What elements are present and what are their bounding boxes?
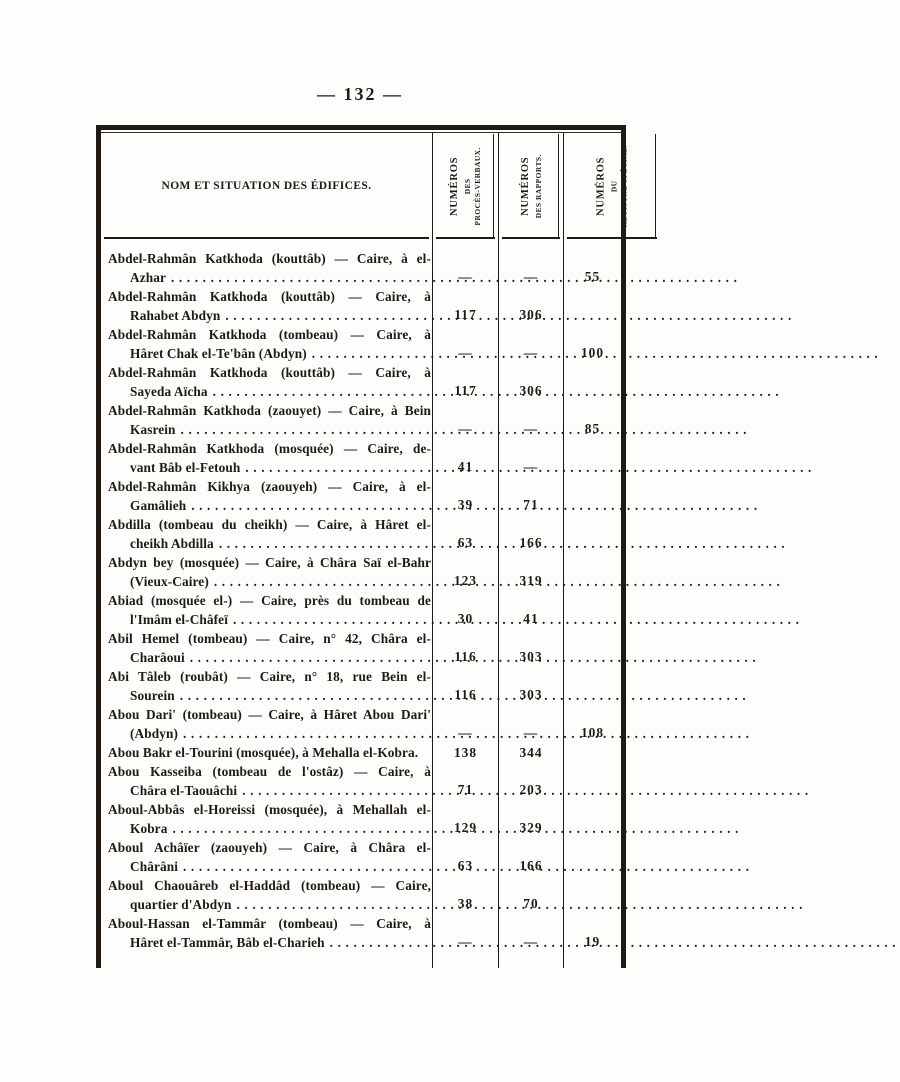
proces-verbaux-value-cell: 30 bbox=[432, 591, 498, 629]
table-header-row bbox=[101, 133, 630, 239]
dot-leader bbox=[330, 933, 430, 952]
edifice-name-line1: Aboul-Abbâs el-Horeissi (mosquée), à Mehallah el- bbox=[108, 802, 431, 817]
dot-leader bbox=[183, 857, 430, 876]
table-row bbox=[101, 439, 621, 477]
table-row bbox=[101, 401, 621, 439]
edifice-name-cell bbox=[101, 249, 432, 287]
edifice-name-line1: Abdel-Rahmân Kikhya (zaouyeh) — Caire, à el- bbox=[108, 479, 431, 494]
edifice-name-line1: Aboul Chaouâreb el-Haddâd (tombeau) — Caire, bbox=[108, 878, 431, 893]
table-filler-row bbox=[101, 952, 621, 968]
edifice-name-line1: Abou Kasseiba (tombeau de l'ostâz) — Caire, à bbox=[108, 764, 431, 779]
edifice-name-line1: Abil Hemel (tombeau) — Caire, n° 42, Châra el- bbox=[108, 631, 431, 646]
registre-special-value-cell: 100 bbox=[563, 325, 621, 363]
proces-verbaux-value-cell: 123 bbox=[432, 553, 498, 591]
registre-special-column-header-label: NUMÉROS DU REGISTRE SPÉCIAL. bbox=[595, 144, 630, 228]
edifice-name-continuation: Kasrein bbox=[130, 422, 176, 437]
rapports-value-cell: 203 bbox=[498, 762, 563, 800]
edifice-name-cell bbox=[101, 705, 432, 743]
page-number: — 132 — bbox=[317, 84, 403, 104]
edifice-name-line2 bbox=[108, 420, 431, 439]
edifice-name-line1: Abdyn bey (mosquée) — Caire, à Châra Saï el-Bahr bbox=[108, 555, 431, 570]
table-row bbox=[101, 800, 621, 838]
rapports-value-cell: 166 bbox=[498, 838, 563, 876]
edifice-name-line2 bbox=[108, 686, 431, 705]
edifice-name-line1: Aboul-Hassan el-Tammâr (tombeau) — Caire, à bbox=[108, 916, 431, 931]
edifice-name-continuation: Kobra bbox=[130, 821, 168, 836]
dot-leader bbox=[214, 572, 430, 591]
registre-special-value-cell bbox=[563, 553, 621, 591]
edifice-name-line1: Abdel-Rahmân Katkhoda (kouttâb) — Caire, à el- bbox=[108, 251, 431, 266]
rapports-value-cell: — bbox=[498, 705, 563, 743]
rapports-value-cell: 166 bbox=[498, 515, 563, 553]
table-row bbox=[101, 325, 621, 363]
proces-verbaux-value-cell: — bbox=[432, 401, 498, 439]
edifice-name-cell bbox=[101, 838, 432, 876]
proces-verbaux-column-header-cell bbox=[432, 133, 498, 239]
proces-verbaux-value-cell: — bbox=[432, 705, 498, 743]
edifices-table bbox=[96, 125, 630, 968]
registre-special-value-cell bbox=[563, 743, 621, 763]
edifice-name-continuation: quartier d'Abdyn bbox=[130, 897, 232, 912]
rapports-value-cell: — bbox=[498, 249, 563, 287]
edifice-name-cell bbox=[101, 325, 432, 363]
edifice-name-line2 bbox=[108, 819, 431, 838]
table-row bbox=[101, 743, 621, 762]
edifice-name-cell bbox=[101, 667, 432, 705]
proces-verbaux-value-cell: 138 bbox=[432, 743, 498, 763]
edifice-name-line2 bbox=[108, 648, 431, 667]
edifice-name-continuation: Châra el-Taouâchi bbox=[130, 783, 238, 798]
table-spacer-row bbox=[101, 239, 621, 249]
table-row bbox=[101, 249, 621, 287]
edifice-name-line2 bbox=[108, 933, 431, 952]
edifice-name-line2 bbox=[108, 382, 431, 401]
dot-leader bbox=[180, 686, 430, 705]
rapports-value-cell: — bbox=[498, 401, 563, 439]
dot-leader bbox=[245, 458, 430, 477]
proces-verbaux-value-cell: 129 bbox=[432, 800, 498, 838]
edifice-name-cell bbox=[101, 477, 432, 515]
proces-verbaux-value-cell: 63 bbox=[432, 515, 498, 553]
edifice-name-cell bbox=[101, 553, 432, 591]
edifice-name-cell bbox=[101, 287, 432, 325]
edifice-name-line2 bbox=[108, 344, 431, 363]
edifice-name-line2 bbox=[108, 496, 431, 515]
registre-special-value-cell bbox=[563, 838, 621, 876]
rapports-value-cell: — bbox=[498, 439, 563, 477]
edifice-name-cell bbox=[101, 591, 432, 629]
registre-special-value-cell bbox=[563, 800, 621, 838]
registre-special-value-cell bbox=[563, 363, 621, 401]
registre-special-value-cell bbox=[563, 515, 621, 553]
dot-leader bbox=[191, 496, 430, 515]
table-row bbox=[101, 553, 621, 591]
dot-leader bbox=[233, 610, 430, 629]
dot-leader bbox=[312, 344, 430, 363]
edifice-name-line1: Abdel-Rahmân Katkhoda (kouttâb) — Caire, à bbox=[108, 365, 431, 380]
rapports-value-cell: 41 bbox=[498, 591, 563, 629]
dot-leader bbox=[171, 268, 430, 287]
dot-leader bbox=[213, 382, 430, 401]
edifice-name-cell bbox=[101, 363, 432, 401]
edifice-name-line1: Abdel-Rahmân Katkhoda (mosquée) — Caire, de- bbox=[108, 441, 431, 456]
table-row bbox=[101, 629, 621, 667]
table-row bbox=[101, 705, 621, 743]
edifice-name-line2 bbox=[108, 610, 431, 629]
dot-leader bbox=[181, 420, 430, 439]
rapports-value-cell: 71 bbox=[498, 477, 563, 515]
edifice-name-line2 bbox=[108, 306, 431, 325]
registre-special-value-cell: 85 bbox=[563, 401, 621, 439]
registre-special-value-cell bbox=[563, 439, 621, 477]
name-column-header-cell bbox=[101, 133, 432, 239]
edifice-name-line1: Abiad (mosquée el-) — Caire, près du tombeau de bbox=[108, 593, 431, 608]
proces-verbaux-value-cell: — bbox=[432, 914, 498, 952]
proces-verbaux-value-cell: 117 bbox=[432, 363, 498, 401]
edifice-name-line2 bbox=[108, 895, 431, 914]
dot-leader bbox=[242, 781, 430, 800]
proces-verbaux-column-header-label: NUMÉROS DES PROCÈS-VERBAUX. bbox=[449, 146, 483, 226]
edifice-name-continuation: Chârâni bbox=[130, 859, 178, 874]
dot-leader bbox=[190, 648, 430, 667]
edifice-name-continuation: Hâret Chak el-Te'bân (Abdyn) bbox=[130, 346, 307, 361]
proces-verbaux-value-cell: 117 bbox=[432, 287, 498, 325]
edifice-name-line1: Abi Tâleb (roubât) — Caire, n° 18, rue Bein el- bbox=[108, 669, 431, 684]
proces-verbaux-value-cell: 38 bbox=[432, 876, 498, 914]
edifice-name-continuation: Gamâlieh bbox=[130, 498, 187, 513]
table-row bbox=[101, 914, 621, 952]
edifice-name-line1: Abdilla (tombeau du cheikh) — Caire, à Hâret el- bbox=[108, 517, 431, 532]
edifice-name-continuation: Hâret el-Tammâr, Bâb el-Charieh bbox=[130, 935, 325, 950]
edifice-name-continuation: l'Imâm el-Châfeï bbox=[130, 612, 228, 627]
rapports-column-header-label: NUMÉROS DES RAPPORTS. bbox=[519, 153, 543, 219]
registre-special-value-cell: 19 bbox=[563, 914, 621, 952]
edifice-name-line1: Abdel-Rahmân Katkhoda (tombeau) — Caire, à bbox=[108, 327, 431, 342]
dot-leader bbox=[172, 819, 430, 838]
edifice-name-continuation: (Vieux-Caire) bbox=[130, 574, 209, 589]
edifice-name-line1: Abou Bakr el-Tourini (mosquée), à Mehalla el-Kobra. bbox=[108, 745, 419, 760]
edifice-name-continuation: cheikh Abdilla bbox=[130, 536, 214, 551]
edifice-name-continuation: Charâoui bbox=[130, 650, 185, 665]
edifice-name-line2 bbox=[108, 268, 431, 287]
rapports-value-cell: 319 bbox=[498, 553, 563, 591]
table-row bbox=[101, 363, 621, 401]
edifice-name-line2 bbox=[108, 572, 431, 591]
rapports-value-cell: 70 bbox=[498, 876, 563, 914]
table-row bbox=[101, 287, 621, 325]
edifice-name-line1: Abou Dari' (tombeau) — Caire, à Hâret Abou Dari' bbox=[108, 707, 431, 722]
edifice-name-continuation: Sourein bbox=[130, 688, 175, 703]
proces-verbaux-value-cell: 39 bbox=[432, 477, 498, 515]
rapports-value-cell: — bbox=[498, 325, 563, 363]
proces-verbaux-value-cell: 63 bbox=[432, 838, 498, 876]
edifice-name-cell bbox=[101, 762, 432, 800]
table-row bbox=[101, 876, 621, 914]
proces-verbaux-value-cell: 41 bbox=[432, 439, 498, 477]
registre-special-value-cell: 108 bbox=[563, 705, 621, 743]
rapports-value-cell: 306 bbox=[498, 363, 563, 401]
table-inner-frame bbox=[101, 132, 630, 968]
name-column-header-label: NOM ET SITUATION DES ÉDIFICES. bbox=[161, 180, 372, 192]
registre-special-value-cell: 55 bbox=[563, 249, 621, 287]
edifice-name-cell bbox=[101, 401, 432, 439]
rapports-column-header-cell bbox=[498, 133, 563, 239]
edifice-name-cell bbox=[101, 743, 432, 763]
edifice-name-cell bbox=[101, 515, 432, 553]
rapports-value-cell: 303 bbox=[498, 629, 563, 667]
table-body bbox=[101, 239, 621, 968]
table-row bbox=[101, 477, 621, 515]
proces-verbaux-value-cell: 71 bbox=[432, 762, 498, 800]
registre-special-value-cell bbox=[563, 591, 621, 629]
edifice-name-cell bbox=[101, 629, 432, 667]
registre-special-value-cell bbox=[563, 667, 621, 705]
edifice-name-line2 bbox=[108, 458, 431, 477]
table-row bbox=[101, 667, 621, 705]
edifice-name-cell bbox=[101, 439, 432, 477]
edifice-name-continuation: Sayeda Aïcha bbox=[130, 384, 208, 399]
proces-verbaux-value-cell: — bbox=[432, 325, 498, 363]
edifice-name-line1: Abdel-Rahmân Katkhoda (kouttâb) — Caire, à bbox=[108, 289, 431, 304]
dot-leader bbox=[219, 534, 430, 553]
table-row bbox=[101, 591, 621, 629]
edifice-name-line1: Abdel-Rahmân Katkhoda (zaouyet) — Caire, à Bein bbox=[108, 403, 431, 418]
table-row bbox=[101, 838, 621, 876]
dot-leader bbox=[236, 895, 430, 914]
rapports-value-cell: 303 bbox=[498, 667, 563, 705]
registre-special-value-cell bbox=[563, 477, 621, 515]
proces-verbaux-value-cell: — bbox=[432, 249, 498, 287]
dot-leader bbox=[183, 724, 430, 743]
rapports-value-cell: — bbox=[498, 914, 563, 952]
proces-verbaux-value-cell: 116 bbox=[432, 667, 498, 705]
edifice-name-cell bbox=[101, 800, 432, 838]
registre-special-value-cell bbox=[563, 762, 621, 800]
edifice-name-continuation: vant Bâb el-Fetouh bbox=[130, 460, 241, 475]
edifice-name-line1: Aboul Achâïer (zaouyeh) — Caire, à Châra el- bbox=[108, 840, 431, 855]
edifice-name-cell bbox=[101, 876, 432, 914]
edifice-name-cell bbox=[101, 914, 432, 952]
rapports-value-cell: 329 bbox=[498, 800, 563, 838]
edifice-name-line2 bbox=[108, 781, 431, 800]
proces-verbaux-value-cell: 116 bbox=[432, 629, 498, 667]
edifice-name-line2 bbox=[108, 534, 431, 553]
registre-special-column-header-cell bbox=[563, 133, 660, 239]
rapports-value-cell: 306 bbox=[498, 287, 563, 325]
rapports-value-cell: 344 bbox=[498, 743, 563, 763]
edifice-name-line2 bbox=[108, 724, 431, 743]
edifice-name-continuation: Rahabet Abdyn bbox=[130, 308, 221, 323]
edifice-name-continuation: Azhar bbox=[130, 270, 166, 285]
dot-leader bbox=[225, 306, 430, 325]
registre-special-value-cell bbox=[563, 876, 621, 914]
edifice-name-continuation: (Abdyn) bbox=[130, 726, 178, 741]
registre-special-value-cell bbox=[563, 629, 621, 667]
registre-special-value-cell bbox=[563, 287, 621, 325]
edifice-name-line2 bbox=[108, 857, 431, 876]
table-row bbox=[101, 515, 621, 553]
table-row bbox=[101, 762, 621, 800]
